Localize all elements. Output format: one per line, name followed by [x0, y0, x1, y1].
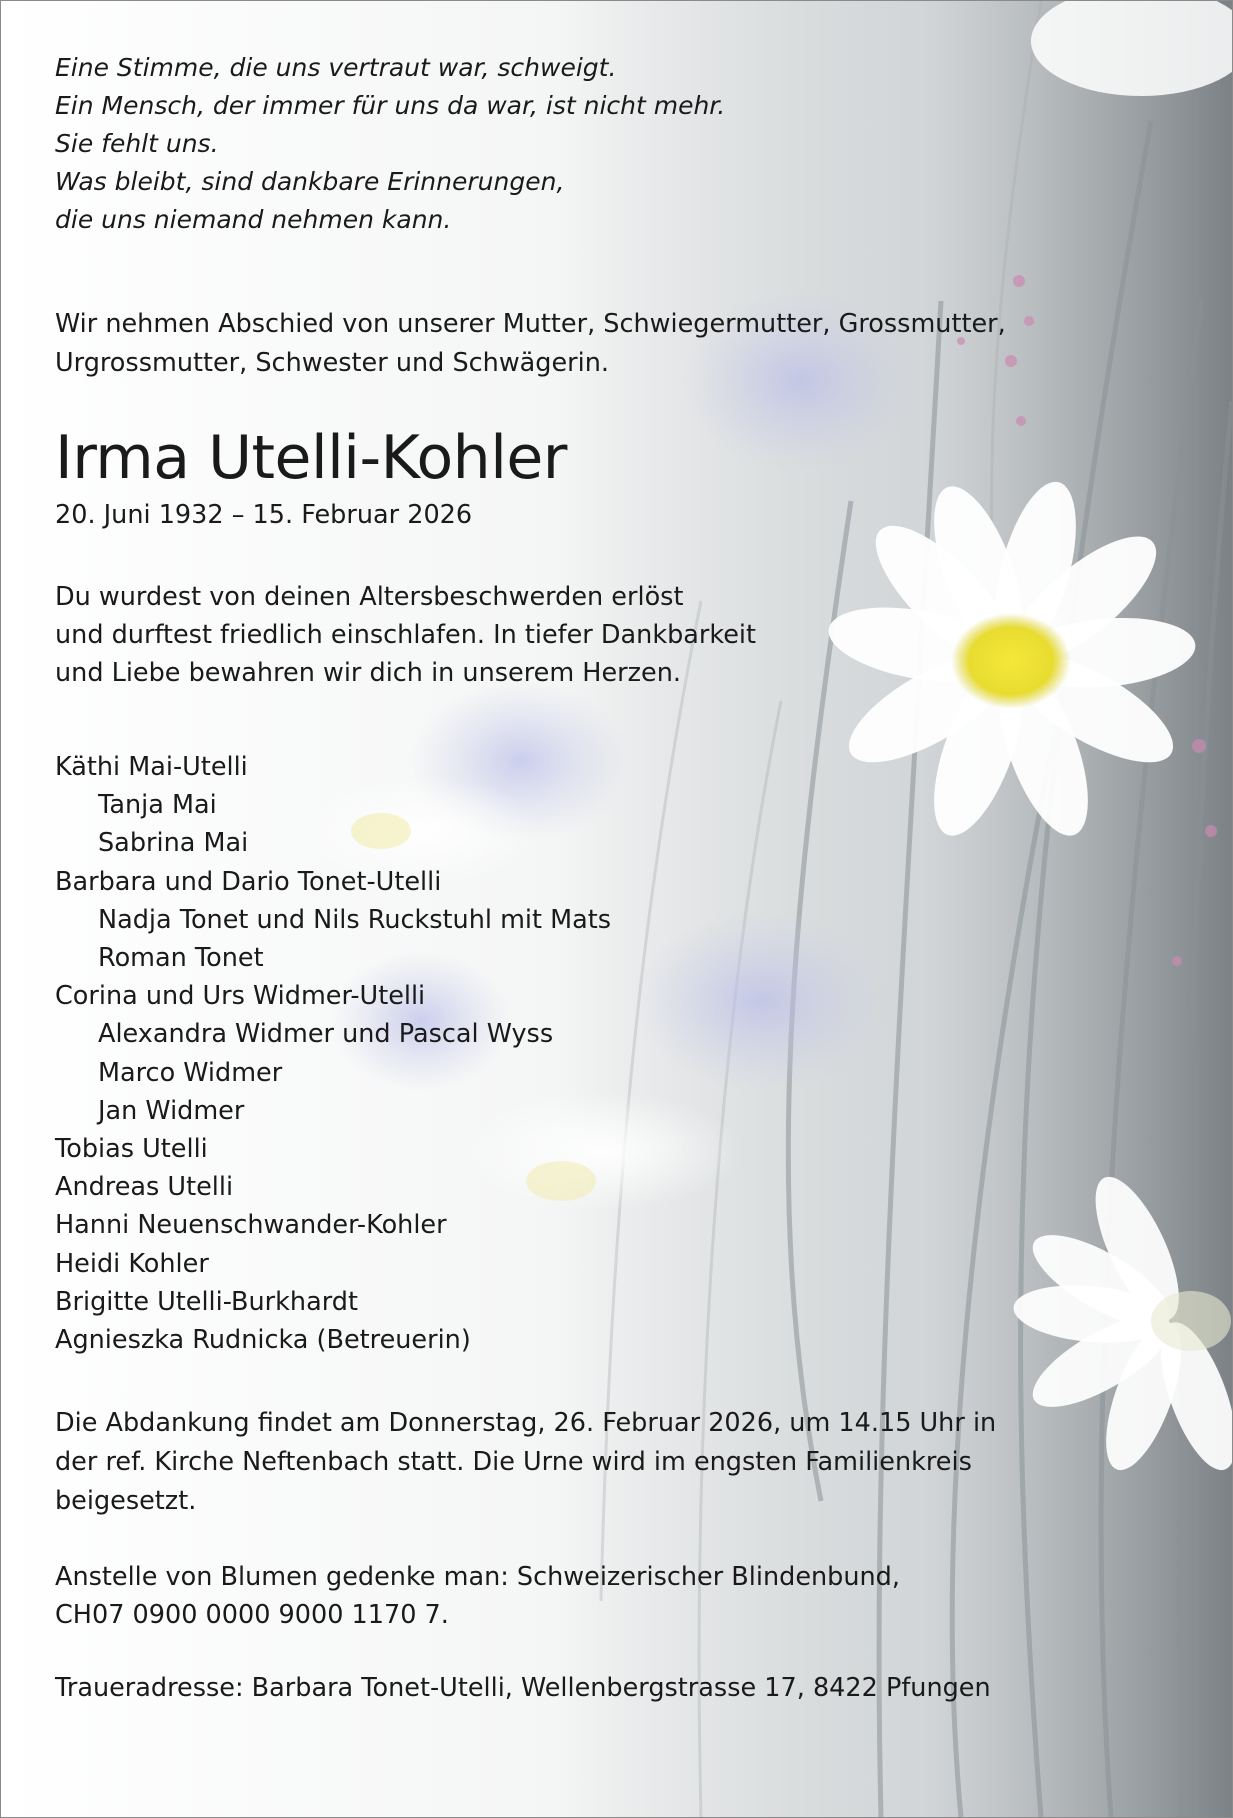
- mourner-row: Jan Widmer: [98, 1095, 245, 1126]
- notice-content: [55, 49, 1192, 1707]
- mourner-row: Käthi Mai-Utelli: [55, 752, 248, 782]
- memorial-poem: [55, 49, 1192, 239]
- farewell-line: und Liebe bewahren wir dich in unserem Herzen.: [55, 658, 681, 688]
- farewell-line: Du wurdest von deinen Altersbeschwerden erlöst: [55, 582, 684, 612]
- mourner-row: Nadja Tonet und Nils Ruckstuhl mit Mats: [98, 904, 612, 935]
- mourner-row: Agnieszka Rudnicka (Betreuerin): [55, 1325, 471, 1356]
- mourner-row: Andreas Utelli: [55, 1172, 234, 1203]
- donation-info: [55, 1558, 1192, 1634]
- ceremony-line: Die Abdankung findet am Donnerstag, 26. Februar 2026, um 14.15 Uhr in: [55, 1408, 997, 1439]
- intro-line: Urgrossmutter, Schwester und Schwägerin.: [55, 348, 610, 378]
- poem-line: Ein Mensch, der immer für uns da war, ist nicht mehr.: [55, 91, 726, 120]
- mourner-row: Hanni Neuenschwander-Kohler: [55, 1210, 447, 1241]
- mourning-address: Traueradresse: Barbara Tonet-Utelli, Wellenbergstrasse 17, 8422 Pfungen: [55, 1673, 991, 1704]
- ceremony-line: der ref. Kirche Neftenbach statt. Die Urne wird im engsten Familienkreis: [55, 1447, 972, 1478]
- mourner-row: Alexandra Widmer und Pascal Wyss: [98, 1019, 554, 1050]
- farewell-intro: [55, 305, 1192, 383]
- life-dates: 20. Juni 1932 – 15. Februar 2026: [55, 500, 473, 530]
- mourner-row: Tobias Utelli: [55, 1134, 208, 1165]
- mourner-row: Brigitte Utelli-Burkhardt: [55, 1286, 358, 1317]
- poem-line: Was bleibt, sind dankbare Erinnerungen,: [55, 167, 565, 196]
- farewell-message: [55, 578, 1192, 692]
- poem-line: Eine Stimme, die uns vertraut war, schweigt.: [55, 53, 617, 82]
- donation-line: Anstelle von Blumen gedenke man: Schweizerischer Blindenbund,: [55, 1562, 900, 1593]
- ceremony-line: beigesetzt.: [55, 1486, 197, 1517]
- intro-line: Wir nehmen Abschied von unserer Mutter, Schwiegermutter, Grossmutter,: [55, 309, 1006, 339]
- mourner-row: Tanja Mai: [98, 790, 217, 821]
- mourner-row: Marco Widmer: [98, 1057, 283, 1088]
- farewell-line: und durftest friedlich einschlafen. In tiefer Dankbarkeit: [55, 620, 757, 650]
- ceremony-info: [55, 1404, 1192, 1521]
- mourner-row: Roman Tonet: [98, 943, 264, 974]
- mourners-list: [55, 748, 1192, 1359]
- poem-line: die uns niemand nehmen kann.: [55, 205, 452, 234]
- deceased-name: Irma Utelli-Kohler: [55, 423, 567, 493]
- mourner-row: Heidi Kohler: [55, 1248, 209, 1279]
- mourner-row: Barbara und Dario Tonet-Utelli: [55, 866, 442, 897]
- donation-line: CH07 0900 0000 9000 1170 7.: [55, 1600, 449, 1631]
- mourner-row: Corina und Urs Widmer-Utelli: [55, 981, 426, 1012]
- poem-line: Sie fehlt uns.: [55, 129, 219, 158]
- mourner-row: Sabrina Mai: [98, 828, 249, 859]
